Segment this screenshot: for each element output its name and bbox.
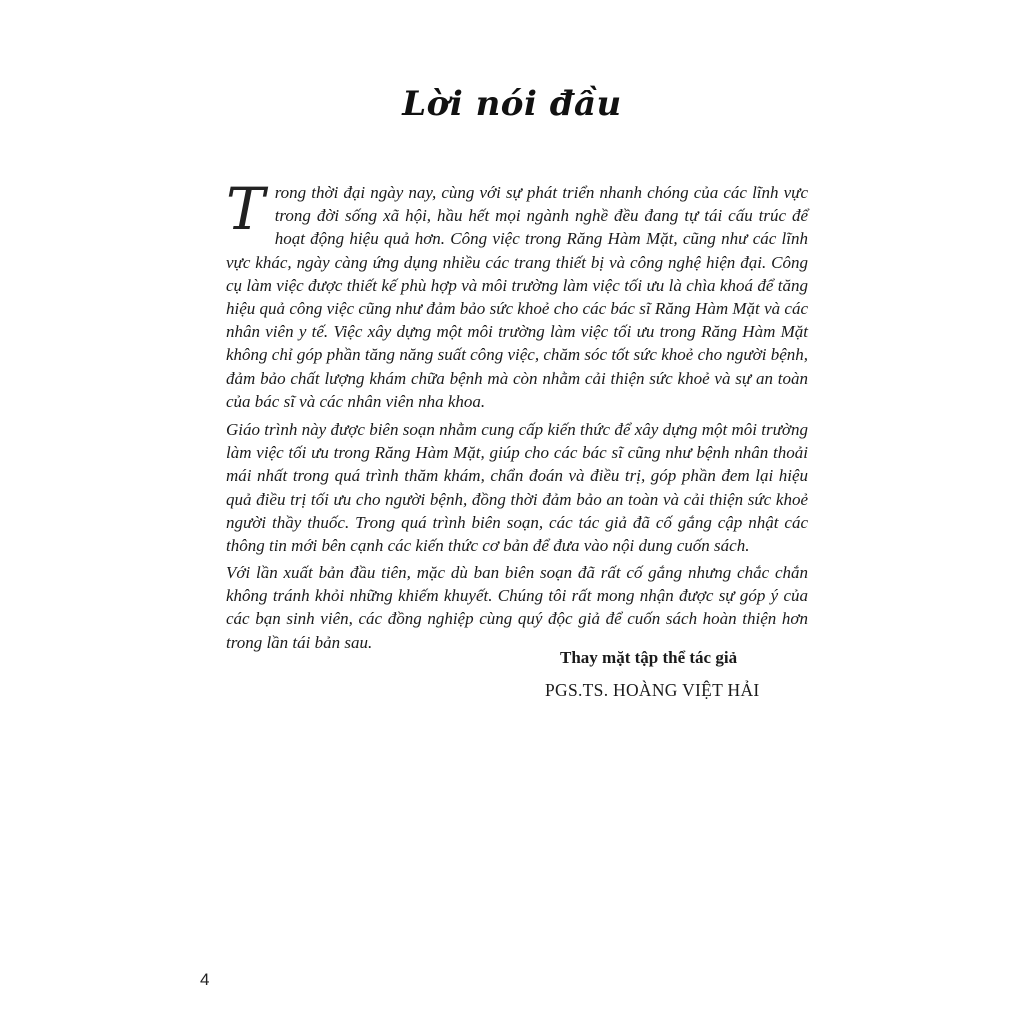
- preface-paragraph-1: [226, 175, 808, 413]
- page-title: Lời nói đầu: [402, 84, 622, 124]
- signature-author-name: PGS.TS. HOÀNG VIỆT HẢI: [545, 680, 760, 700]
- page-number: 4: [200, 970, 210, 989]
- signature-on-behalf: Thay mặt tập thể tác giả: [560, 648, 738, 667]
- preface-paragraph-2: Giáo trình này được biên soạn nhằm cung cấp kiến thức để xây dựng một môi trường làm việc tối ưu trong Răng Hàm Mặt, giúp cho các bác sĩ cũng như bệnh nhân thoải mái nhất trong quá trình thăm khám, chẩn đoán và điều trị, góp phần đem lại hiệu quả điều trị tối ưu cho người bệnh, đồng thời đảm bảo an toàn và cải thiện sức khoẻ người thầy thuốc. Trong quá trình biên soạn, các tác giả đã cố gắng cập nhật các thông tin mới bên cạnh các kiến thức cơ bản để đưa vào nội dung cuốn sách.: [226, 420, 808, 556]
- preface-paragraph-1-text: rong thời đại ngày nay, cùng với sự phát triển nhanh chóng của các lĩnh vực trong đời sống xã hội, hầu hết mọi ngành nghề đều đang tự tái cấu trúc để hoạt động hiệu quả hơn. Công việc trong Răng Hàm Mặt, cũng như các lĩnh vực khác, ngày càng ứng dụng nhiều các trang thiết bị và công nghệ hiện đại. Công cụ làm việc được thiết kế phù hợp và môi trường làm việc tối ưu là chìa khoá để tăng hiệu quả công việc cũng như đảm bảo sức khoẻ cho các bác sĩ Răng Hàm Mặt và các nhân viên y tế. Việc xây dựng một môi trường làm việc tối ưu trong Răng Hàm Mặt không chỉ góp phần tăng năng suất công việc, chăm sóc tốt sức khoẻ cho người bệnh, đảm bảo chất lượng khám chữa bệnh mà còn nhằm cải thiện sức khoẻ và sự an toàn của bác sĩ và các nhân viên nha khoa.: [226, 183, 808, 411]
- drop-cap: T: [226, 175, 265, 243]
- preface-paragraph-3: Với lần xuất bản đầu tiên, mặc dù ban biên soạn đã rất cố gắng nhưng chắc chắn không tránh khỏi những khiếm khuyết. Chúng tôi rất mong nhận được sự góp ý của các bạn sinh viên, các đồng nghiệp cùng quý độc giả để cuốn sách hoàn thiện hơn trong lần tái bản sau.: [226, 563, 808, 652]
